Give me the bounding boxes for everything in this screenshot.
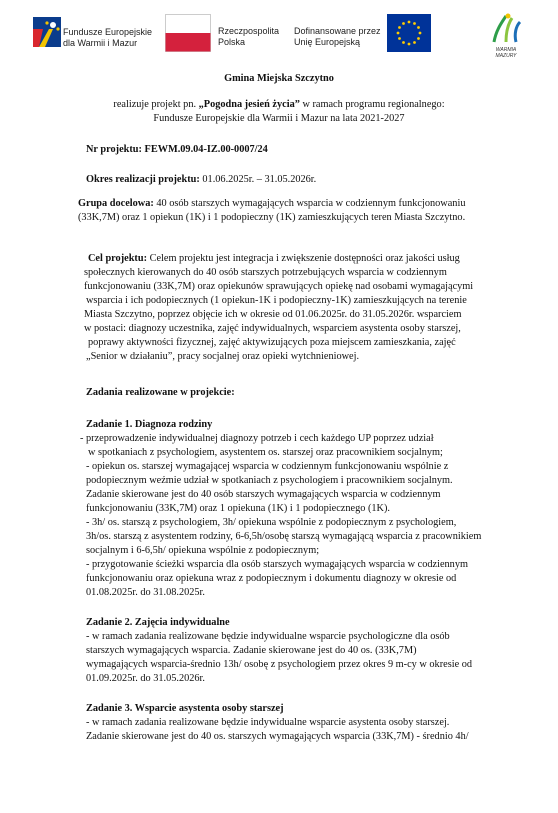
fe-logo-line2: dla Warmii i Mazur [63,38,138,48]
ue-logo [294,14,434,54]
program-line: Fundusze Europejskie dla Warmii i Mazur na lata 2021-2027 [153,113,405,124]
task-line: - w ramach zadania realizowane będzie indywidualne wsparcie asystenta osoby starszej. [86,717,450,728]
project-period: Okres realizacji projektu: 01.06.2025r. – 31.05.2026r. [86,174,317,185]
project-number: Nr projektu: FEWM.09.04-IZ.00-0007/24 [86,144,268,155]
task-line: - przygotowanie ścieżki wsparcia dla osób starszych wymagających wsparcia w codziennym [86,559,468,570]
goal-line: Miasta Szczytno, poprzez objęcie ich w okresie od 01.06.2025r. do 31.05.2026r. wsparciem [84,309,462,320]
task-1-title: Zadanie 1. Diagnoza rodziny [86,419,213,430]
ue-logo-line2: Unię Europejską [294,37,361,47]
polish-flag-icon [165,14,211,52]
wm-logo [486,12,526,58]
ue-logo-line1: Dofinansowane przez [294,26,381,36]
task-line: funkcjonowaniu oraz opiekuna wraz z podopiecznym i dokumentu diagnozy w okresie od [86,573,457,584]
task-line: Zadanie skierowane jest do 40 os. starszych wymagających wsparcia (33K,7M) - średnio 4h/ [86,731,469,742]
task-line: - opiekun os. starszej wymagającej wsparcia w codziennym funkcjonowaniu wspólnie z [86,461,449,472]
rp-logo-line2: Polska [218,37,246,47]
fe-logo-line1: Fundusze Europejskie [63,27,153,37]
logo-bar [0,0,558,72]
task-2-title: Zadanie 2. Zajęcia indywidualne [86,617,230,628]
task-line: - przeprowadzenie indywidualnej diagnozy potrzeb i cech każdego UP poprzez udział [80,433,434,444]
fe-logo-icon [33,17,61,47]
task-line: podopiecznym weźmie udział w spotkaniach z psychologiem i pracownikiem socjalnym. [86,475,453,486]
goal-line: poprawy aktywności fizycznej, zajęć aktywizujących poza miejscem zamieszkania, zajęć [88,337,456,348]
rp-logo [165,14,285,54]
task-line: - w ramach zadania realizowane będzie indywidualne wsparcie psychologiczne dla osób [86,631,450,642]
rp-logo-line1: Rzeczpospolita [218,26,280,36]
tasks-heading: Zadania realizowane w projekcie: [86,387,235,398]
eu-flag-icon [387,14,431,52]
task-3-title: Zadanie 3. Wsparcie asystenta osoby starszej [86,703,284,714]
task-line: 3h/os. starszą z asystentem rodziny, 6-6,5h/osobę starszą wymagającą wsparcia z pracownikiem [86,531,482,542]
task-line: Zadanie skierowane jest do 40 osób starszych wymagających wsparcia w codziennym [86,489,441,500]
intro-line: realizuje projekt pn. „Pogodna jesień życia” w ramach programu regionalnego: [113,99,445,110]
task-line: 01.09.2025r. do 31.05.2026r. [86,673,205,684]
org-title: Gmina Miejska Szczytno [224,73,334,84]
task-line: wymagających wsparcia-średnio 13h/ osobę z psychologiem przez okres 9 m-cy w okresie od [86,659,473,670]
fe-logo [33,14,158,54]
task-line: 01.08.2025r. do 31.08.2025r. [86,587,205,598]
goal-line: w postaci: diagnozy uczestnika, zajęć indywidualnych, wsparciem asystenta osoby starszej, [84,323,461,334]
goal-line: funkcjonowaniu (33K,7M) oraz opiekunów sprawujących opiekę nad osobami wymagającymi [84,281,474,292]
goal-line: Cel projektu: Celem projektu jest integracja i zwiększenie dostępności oraz jakości usług [88,253,460,264]
task-line: w spotkaniach z psychologiem, asystentem os. starszej oraz pracownikiem socjalnym; [88,447,443,458]
goal-line: „Senior w działaniu”, pracy socjalnej oraz opieki wytchnieniowej. [86,351,360,362]
task-line: starszych wymagających wsparcia. Zadanie skierowane jest do 40 os. (33K,7M) [86,645,417,656]
goal-line: wsparcia i ich podopiecznych (1 opiekun-1K i podopieczny-1K) zamieszkujących na terenie [86,295,467,306]
target-group-line1: Grupa docelowa: 40 osób starszych wymagających wsparcia w codziennym funkcjonowaniu [78,198,466,209]
warmia-mazury-icon [486,12,526,46]
task-line: - 3h/ os. starszą z psychologiem, 3h/ opiekuna wspólnie z podopiecznym z psychologiem, [86,517,457,528]
task-line: socjalnym i 6-6,5h/ opiekuna wspólnie z podopiecznym; [86,545,320,556]
task-line: funkcjonowaniu (33K,7M) oraz 1 opiekuna (1K) i 1 podopiecznego (1K). [86,503,390,514]
target-group-line2: (33K,7M) oraz 1 opiekun (1K) i 1 podopieczny (1K) zamieszkujących teren Miasta Szczytno. [78,212,466,223]
goal-line: społecznych kierowanych do 40 osób starszych potrzebujących wsparcia w codziennym [84,267,447,278]
wm-logo-label: WARMIA MAZURY [495,47,517,59]
